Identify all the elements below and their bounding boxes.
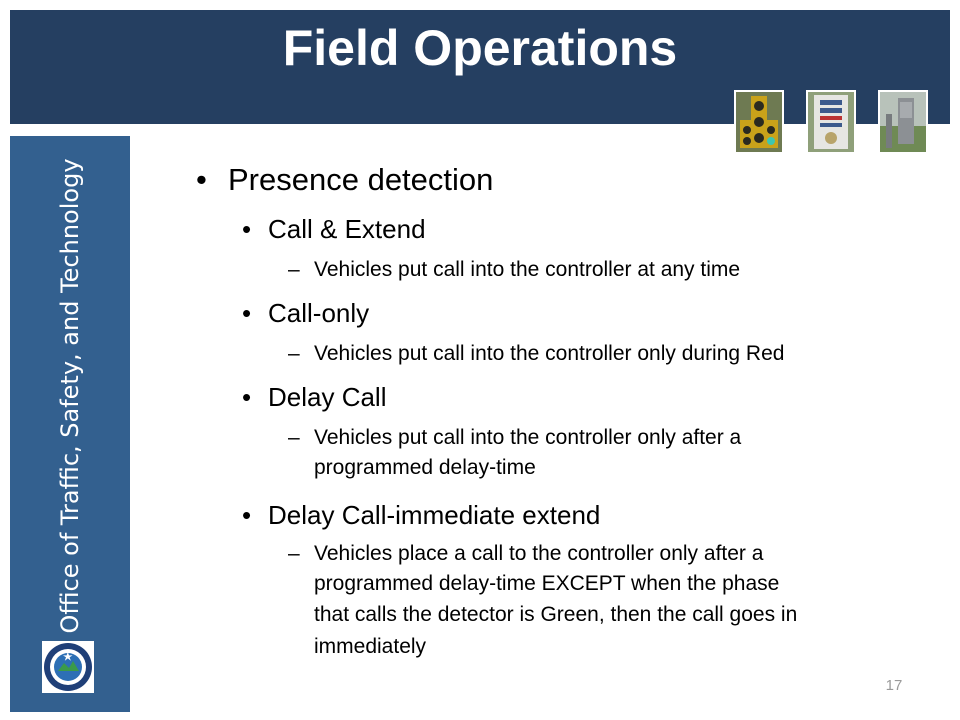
description-line: Vehicles place a call to the controller only after a	[314, 542, 764, 565]
bullet: •	[242, 500, 252, 530]
bullet: •	[242, 382, 252, 412]
bullet: •	[196, 162, 207, 197]
sidebar-office-name: Office of Traffic, Safety, and Technology	[56, 158, 84, 634]
item-label: Call-only	[268, 298, 370, 328]
page-number: 17	[885, 677, 903, 694]
heading-text: Presence detection	[228, 162, 494, 197]
dash: –	[288, 426, 300, 449]
item-label: Delay Call-immediate extend	[268, 500, 601, 530]
description-line: immediately	[314, 635, 427, 658]
description-line: programmed delay-time EXCEPT when the phase	[314, 572, 780, 595]
dash: –	[288, 342, 300, 365]
item-label: Call & Extend	[268, 214, 426, 244]
description-line: programmed delay-time	[314, 456, 536, 479]
description-line: that calls the detector is Green, then the call goes in	[314, 603, 798, 626]
item-label: Delay Call	[268, 382, 387, 412]
bullet: •	[242, 298, 252, 328]
dash: –	[288, 258, 300, 281]
description-line: Vehicles put call into the controller at any time	[314, 258, 741, 281]
description-line: Vehicles put call into the controller only during Red	[314, 342, 785, 365]
description-line: Vehicles put call into the controller only after a	[314, 426, 742, 449]
dash: –	[288, 542, 300, 565]
bullet: •	[242, 214, 252, 244]
slide-title: Field Operations	[282, 20, 678, 76]
